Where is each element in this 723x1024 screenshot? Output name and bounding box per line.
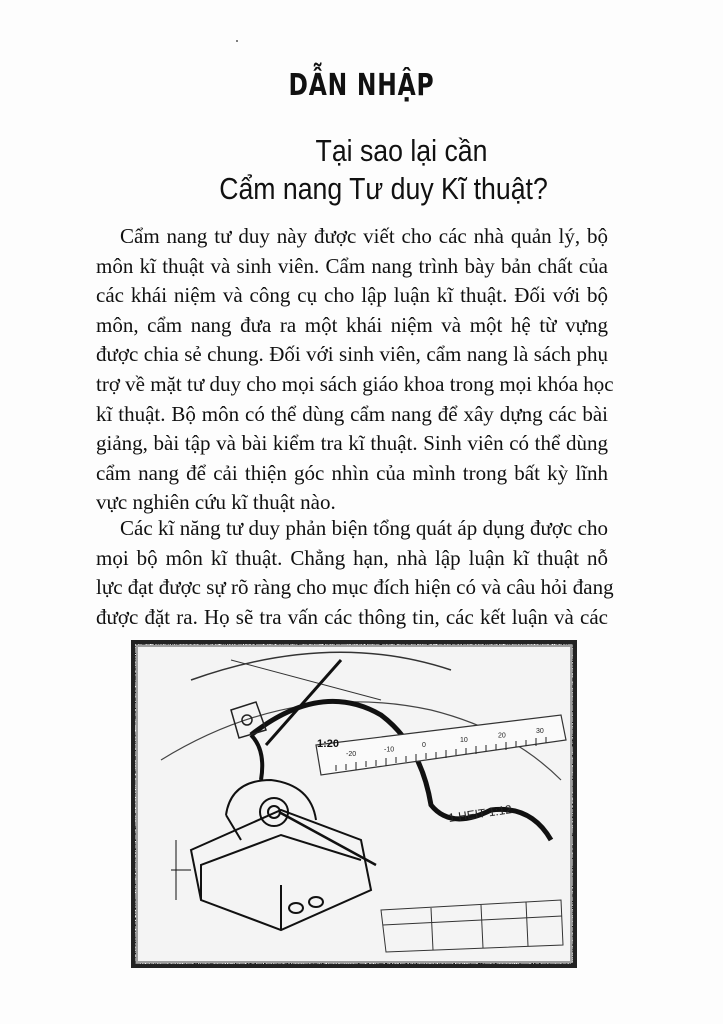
ruler-mark-label: 10 [460, 737, 468, 745]
text-line: môn, cẩm nang đưa ra một khái niệm và một hệ từ vựng [96, 312, 608, 337]
ruler-mark-label: -10 [384, 746, 395, 754]
text-line: Cẩm nang tư duy này được viết cho các nhà quản lý, bộ [120, 224, 608, 248]
chapter-heading: DẪN NHẬP [288, 68, 435, 103]
ruler-mark-label: 0 [422, 741, 426, 749]
text-line: vực nghiên cứu kĩ thuật nào. [96, 490, 336, 515]
ruler-mark-label: 30 [536, 728, 544, 735]
text-line: cẩm nang để cải thiện góc nhìn của mình trong bất kỳ lĩnh [96, 460, 608, 485]
paragraph-2 [96, 514, 614, 632]
page-speck [236, 40, 238, 42]
text-line: lực đạt được sự rõ ràng cho mục đích hiện có và câu hỏi đang [96, 575, 614, 600]
text-line: Các kĩ năng tư duy phản biện tổng quát áp dụng được cho [120, 516, 608, 540]
text-line: các khái niệm và công cụ cho lập luận kĩ thuật. Đối với bộ [96, 283, 608, 308]
text-line: trợ về mặt tư duy cho mọi sách giáo khoa trong mọi khóa học [96, 371, 614, 396]
text-line: giảng, bài tập và bài kiểm tra kĩ thuật. Sinh viên có thể dùng [96, 431, 608, 456]
text-line: mọi bộ môn kĩ thuật. Chẳng hạn, nhà lập luận kĩ thuật nỗ [96, 545, 608, 570]
text-line: kĩ thuật. Bộ môn có thể dùng cẩm nang để xây dựng các bài [96, 401, 608, 426]
drawing-annotation: 1 HEIT 1:12 [447, 802, 513, 825]
ruler-mark-label: -20 [346, 751, 357, 758]
chapter-subtitle-line2: Cẩm nang Tư duy Kĩ thuật? [219, 171, 548, 206]
paragraph-1 [96, 222, 614, 518]
scale-label: 1:20 [317, 738, 340, 750]
ruler-mark-label: 20 [498, 732, 506, 740]
text-line: được đặt ra. Họ sẽ tra vấn các thông tin, các kết luận và các [96, 604, 608, 629]
text-line: được chia sẻ chung. Đối với sinh viên, cẩm nang là sách phụ [96, 342, 608, 367]
engineering-drawing-image [131, 640, 577, 968]
text-line: môn kĩ thuật và sinh viên. Cẩm nang trình bày bản chất của [96, 253, 608, 278]
chapter-subtitle-line1: Tại sao lại cần [315, 133, 488, 168]
